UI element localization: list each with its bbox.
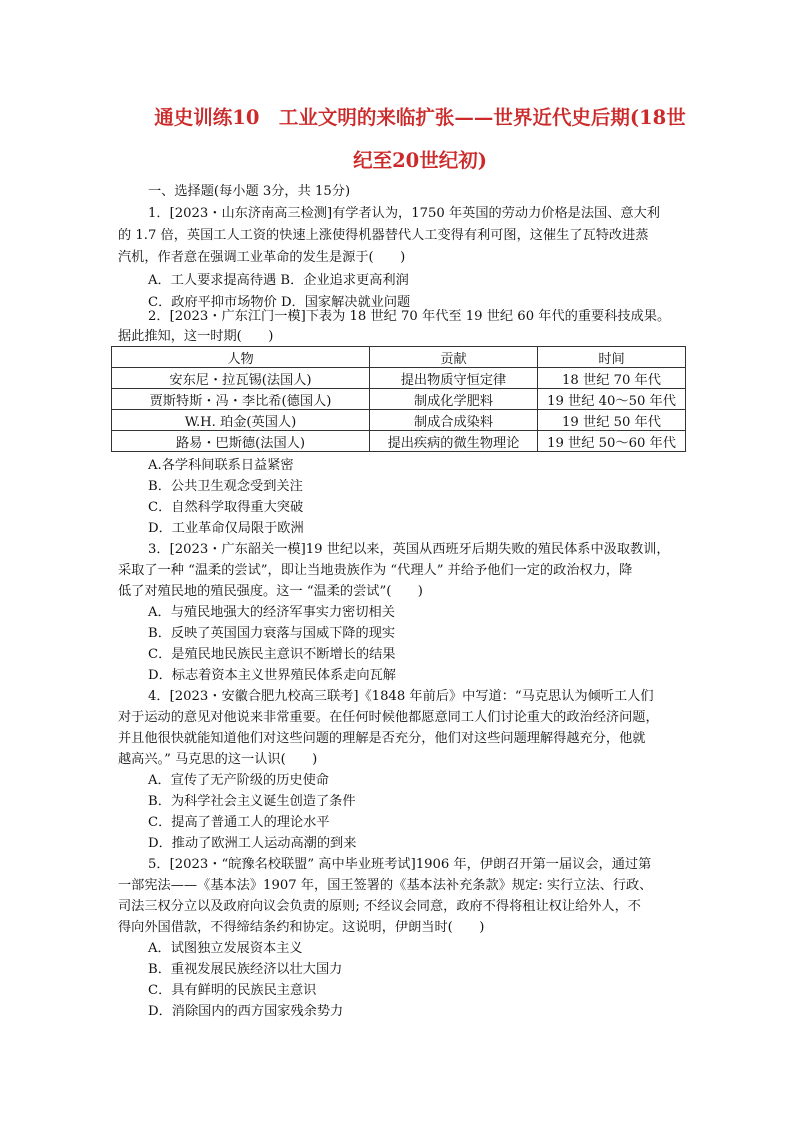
q3-stem-line-2: 采取了一种 “温柔的尝试”，即让当地贵族作为 “代理人” 并给予他们一定的政治权力，降 bbox=[118, 563, 633, 578]
table-cell: 19 世纪 40～50 年代 bbox=[538, 389, 686, 410]
q5-option-c: C．具有鲜明的民族民主意识 bbox=[148, 983, 317, 998]
q3-stem-line-1: 3．[2023・广东韶关一模]19 世纪以来，英国从西班牙后期失败的殖民体系中汲取教训， bbox=[148, 542, 670, 557]
q1-options-cd: C．政府平抑市场物价 D．国家解决就业问题 bbox=[148, 295, 411, 310]
table-header-cell: 贡献 bbox=[370, 347, 538, 368]
q5-stem-line-3: 司法三权分立以及政府向议会负责的原则; 不经议会同意，政府不得将租让权让给外人，不 bbox=[118, 899, 641, 914]
q1-stem-line-2: 的 1.7 倍，英国工人工资的快速上涨使得机器替代人工变得有利可图，这催生了瓦特改进蒸 bbox=[118, 228, 649, 243]
q2-stem-line-1: 2．[2023・广东江门一模]下表为 18 世纪 70 年代至 19 世纪 60 年代的重要科技成果。 bbox=[148, 309, 671, 324]
table-row bbox=[112, 389, 686, 410]
table-cell: 制成合成染料 bbox=[370, 410, 538, 431]
q3-option-c: C．是殖民地民族民主意识不断增长的结果 bbox=[148, 647, 396, 662]
table-cell: 19 世纪 50～60 年代 bbox=[538, 431, 686, 452]
q4-option-b: B．为科学社会主义诞生创造了条件 bbox=[148, 794, 356, 809]
table-cell: 安东尼・拉瓦锡(法国人) bbox=[112, 368, 370, 389]
table-cell: W.H. 珀金(英国人) bbox=[112, 410, 370, 431]
achievements-table bbox=[111, 346, 686, 452]
page-title-line-1: 通史训练10 工业文明的来临扩张——世界近代史后期(18世 bbox=[154, 106, 686, 129]
q4-stem-line-2: 对于运动的意见对他说来非常重要。在任何时候他都愿意同工人们讨论重大的政治经济问题， bbox=[118, 710, 659, 725]
q4-stem-line-4: 越高兴。” 马克思的这一认识( ) bbox=[118, 752, 318, 767]
q5-stem-line-1: 5．[2023・“皖豫名校联盟” 高中毕业班考试]1906 年，伊朗召开第一届议会，通过第 bbox=[148, 857, 652, 872]
q2-option-c: C．自然科学取得重大突破 bbox=[148, 500, 304, 515]
q5-stem-line-2: 一部宪法——《基本法》1907 年，国王签署的《基本法补充条款》规定: 实行立法、行政、 bbox=[118, 878, 653, 893]
q2-option-d: D．工业革命仅局限于欧洲 bbox=[148, 521, 304, 536]
table-header-row bbox=[112, 347, 686, 368]
table-row bbox=[112, 410, 686, 431]
q3-stem-line-3: 低了对殖民地的殖民强度。这一 “温柔的尝试”( ) bbox=[118, 584, 423, 599]
q5-stem-line-4: 得向外国借款，不得缔结条约和协定。这说明，伊朗当时( ) bbox=[118, 920, 485, 935]
table-cell: 制成化学肥料 bbox=[370, 389, 538, 410]
q5-option-b: B．重视发展民族经济以壮大国力 bbox=[148, 962, 343, 977]
q5-option-a: A．试图独立发展资本主义 bbox=[148, 941, 303, 956]
q2-stem-line-2: 据此推知，这一时期( ) bbox=[118, 329, 274, 344]
table-header-cell: 人物 bbox=[112, 347, 370, 368]
table-cell: 提出物质守恒定律 bbox=[370, 368, 538, 389]
table-cell: 提出疾病的微生物理论 bbox=[370, 431, 538, 452]
q1-options-ab: A．工人要求提高待遇 B．企业追求更高利润 bbox=[148, 273, 409, 288]
q3-option-a: A．与殖民地强大的经济军事实力密切相关 bbox=[148, 605, 395, 620]
table-cell: 贾斯特斯・冯・李比希(德国人) bbox=[112, 389, 370, 410]
q1-stem-line-1: 1．[2023・山东济南高三检测]有学者认为，1750 年英国的劳动力价格是法国、意大利 bbox=[148, 206, 660, 221]
q2-option-a: A.各学科间联系日益紧密 bbox=[148, 458, 294, 473]
q4-option-c: C．提高了普通工人的理论水平 bbox=[148, 815, 330, 830]
q1-stem-line-3: 汽机，作者意在强调工业革命的发生是源于( ) bbox=[118, 250, 406, 265]
q4-option-d: D．推动了欧洲工人运动高潮的到来 bbox=[148, 836, 357, 851]
table-cell: 路易・巴斯德(法国人) bbox=[112, 431, 370, 452]
table-cell: 18 世纪 70 年代 bbox=[538, 368, 686, 389]
table-row bbox=[112, 368, 686, 389]
q4-option-a: A．宣传了无产阶级的历史使命 bbox=[148, 773, 329, 788]
q3-option-b: B．反映了英国国力衰落与国威下降的现实 bbox=[148, 626, 396, 641]
table-row bbox=[112, 431, 686, 452]
table-cell: 19 世纪 50 年代 bbox=[538, 410, 686, 431]
page-title-line-2: 纪至20世纪初) bbox=[353, 149, 487, 172]
section-heading: 一、选择题(每小题 3分，共 15分) bbox=[148, 184, 351, 199]
q5-option-d: D．消除国内的西方国家残余势力 bbox=[148, 1004, 344, 1019]
table-header-cell: 时间 bbox=[538, 347, 686, 368]
q3-option-d: D．标志着资本主义世界殖民体系走向瓦解 bbox=[148, 668, 396, 683]
q4-stem-line-3: 并且他很快就能知道他们对这些问题的理解是否充分，他们对这些问题理解得越充分，他就 bbox=[118, 731, 646, 746]
q2-option-b: B．公共卫生观念受到关注 bbox=[148, 479, 303, 494]
q4-stem-line-1: 4．[2023・安徽合肥九校高三联考]《1848 年前后》中写道：“马克思认为倾听工人们 bbox=[148, 689, 654, 704]
